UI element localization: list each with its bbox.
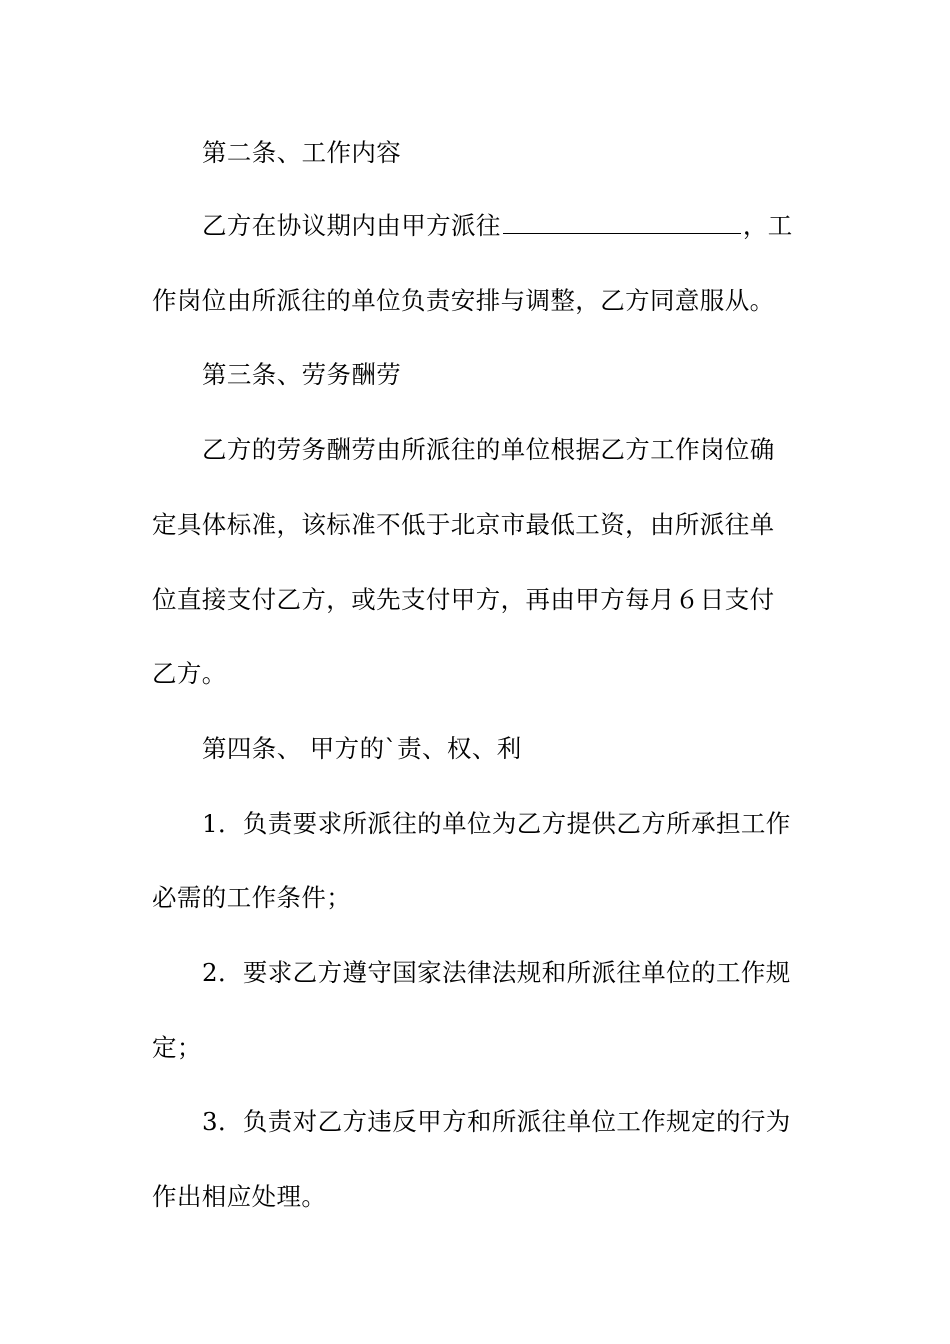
article-2-heading: 第二条、工作内容 [202, 138, 402, 167]
list-item-1: 1．负责要求所派往的单位为乙方提供乙方所承担工作 [202, 809, 791, 838]
paragraph-text: 乙方在协议期内由甲方派往 [202, 211, 501, 240]
paragraph-line: 定具体标准，该标准不低于北京市最低工资，由所派往单 [152, 510, 775, 539]
paragraph-line [202, 211, 793, 241]
list-item-2: 2．要求乙方遵守国家法律法规和所派往单位的工作规 [202, 958, 791, 987]
paragraph-line: 作出相应处理。 [152, 1182, 327, 1211]
paragraph-line: 乙方的劳务酬劳由所派往的单位根据乙方工作岗位确 [202, 435, 775, 464]
paragraph-text: ，工 [742, 211, 793, 240]
list-item-3: 3．负责对乙方违反甲方和所派往单位工作规定的行为 [202, 1107, 791, 1136]
paragraph-line: 必需的工作条件； [152, 883, 352, 912]
article-4-heading: 第四条、 甲方的`责、权、利 [202, 734, 522, 763]
paragraph-line: 定； [152, 1033, 202, 1062]
paragraph-line: 位直接支付乙方，或先支付甲方，再由甲方每月６日支付 [152, 585, 775, 614]
article-3-heading: 第三条、劳务酬劳 [202, 360, 402, 389]
fill-in-blank [503, 211, 741, 234]
paragraph-line: 作岗位由所派往的单位负责安排与调整，乙方同意服从。 [152, 286, 775, 315]
paragraph-line: 乙方。 [152, 659, 227, 688]
